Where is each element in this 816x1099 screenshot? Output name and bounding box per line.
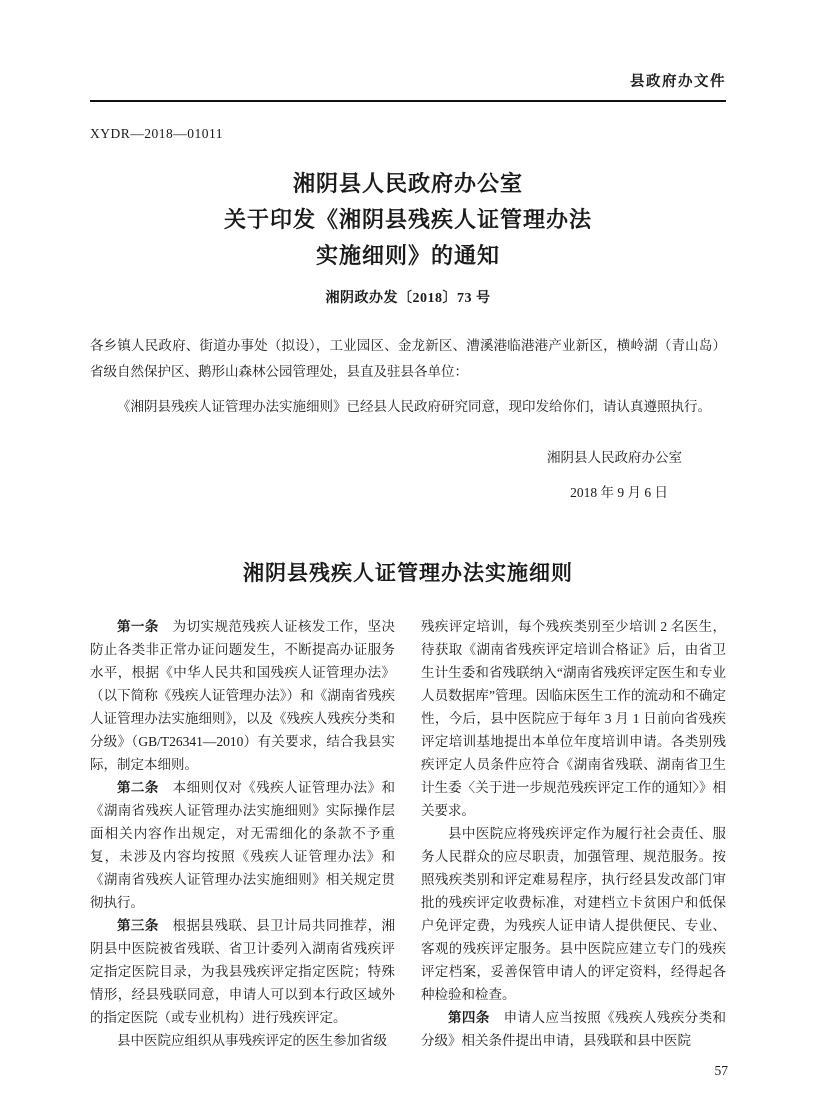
doc-title-line1: 湘阴县人民政府办公室 xyxy=(292,171,523,196)
sign-date: 2018 年 9 月 6 日 xyxy=(570,485,668,500)
body-paragraph: 残疾评定培训，每个残疾类别至少培训 2 名医生，待获取《湖南省残疾评定培训合格证》后，由省卫生计生委和省残联纳入“湖南省残疾评定医生和专业人员数据库”管理。因临床医生工作的流动和不确定性，今后，县中医院应于每年 3 月 1 日前向省残疾评定培训基地提出本单位年度培训申请。各类别残疾评定人员条件应符合《湖南省残联、湖南省卫生计生委〈关于进一步规范残疾评定工作的通知〉》相关要求。 xyxy=(421,619,726,818)
body-columns xyxy=(90,615,726,1052)
article-number: 第三条 xyxy=(117,918,159,933)
body-paragraph: 第三条 根据县残联、县卫计局共同推荐，湘阴县中医院被省残联、省卫计委列入湖南省残疾评定指定医院目录，为我县残疾评定指定医院；特殊情形，经县残联同意，申请人可以到本行政区域外的指定医院（或专业机构）进行残疾评定。 xyxy=(90,918,396,1025)
doc-title-line2: 关于印发《湘阴县残疾人证管理办法 xyxy=(223,207,592,232)
regulation-title: 湘阴县残疾人证管理办法实施细则 xyxy=(243,561,573,585)
body-paragraph: 第一条 为切实规范残疾人证核发工作，坚决防止各类非正常办证问题发生，不断提高办证服务水平，根据《中华人民共和国残疾人证管理办法》（以下简称《残疾人证管理办法》）和《湖南省残疾人证管理办法实施细则》，以及《残疾人残疾分类和分级》（GB/T26341—2010）有关要求，结合我县实际，制定本细则。 xyxy=(90,619,396,772)
signer-name: 湘阴县人民政府办公室 xyxy=(547,450,682,465)
body-paragraph: 第四条 申请人应当按照《残疾人残疾分类和分级》相关条件提出申请，县残联和县中医院 xyxy=(421,1010,727,1048)
body-paragraph: 县中医院应将残疾评定作为履行社会责任、服务人民群众的应尽职责，加强管理、规范服务。按照残疾类别和评定难易程序，执行经县发改部门审批的残疾评定收费标准，对建档立卡贫困户和低保户免评定费，为残疾人证申请人提供便民、专业、客观的残疾评定服务。县中医院应建立专门的残疾评定档案，妥善保管申请人的评定资料，经得起各种检验和检查。 xyxy=(421,826,726,1002)
doc-number: 湘阴政办发〔2018〕73 号 xyxy=(325,291,491,306)
article-number: 第四条 xyxy=(448,1010,490,1025)
article-number: 第二条 xyxy=(117,780,159,795)
body-paragraph: 第二条 本细则仅对《残疾人证管理办法》和《湖南省残疾人证管理办法实施细则》实际操作层面相关内容作出规定，对无需细化的条款不予重复，未涉及内容均按照《残疾人证管理办法》和《湖南省残疾人证管理办法实施细则》相关规定贯彻执行。 xyxy=(90,780,396,910)
right-column xyxy=(421,615,726,1052)
body-paragraph: 县中医院应组织从事残疾评定的医生参加省级 xyxy=(117,1033,387,1048)
notice-body-paragraph: 《湘阴县残疾人证管理办法实施细则》已经县人民政府研究同意，现印发给你们，请认真遵照执行。 xyxy=(117,399,711,414)
article-number: 第一条 xyxy=(117,619,159,634)
doc-title xyxy=(90,166,726,274)
doc-title-line3: 实施细则》的通知 xyxy=(315,243,500,268)
header-rule xyxy=(90,100,726,102)
header-category-label: 县政府办文件 xyxy=(630,74,726,90)
page-number: 57 xyxy=(714,1063,728,1078)
left-column xyxy=(90,615,395,1052)
signature-block xyxy=(90,446,726,501)
recipients-paragraph: 各乡镇人民政府、街道办事处（拟设），工业园区、金龙新区、漕溪港临港港产业新区，横岭湖（青山岛）省级自然保护区、鹅形山森林公园管理处，县直及驻县各单位： xyxy=(90,338,726,379)
doc-ref-code: XYDR—2018—01011 xyxy=(90,126,224,141)
